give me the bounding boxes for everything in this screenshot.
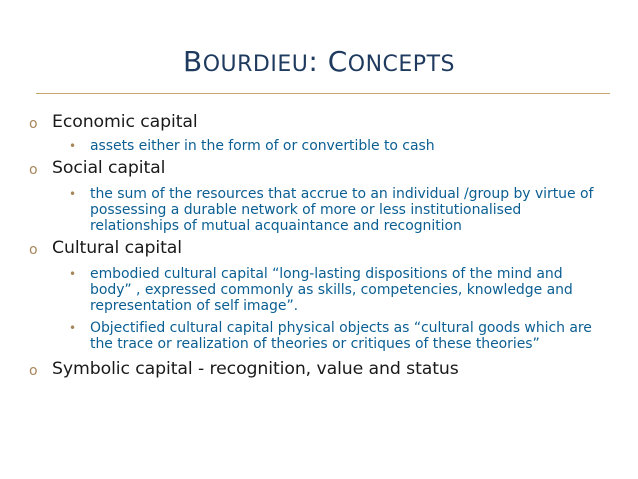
sub-bullet-text: embodied cultural capital “long-lasting dispositions of the mind and body” , expressed commonly as skills, competencies, knowledge and representation of self image”. bbox=[90, 266, 573, 314]
sub-bullet bbox=[10, 266, 628, 314]
title-word-oncepts: ONCEPTS bbox=[347, 52, 455, 77]
dot-bullet-icon: • bbox=[69, 267, 77, 281]
bullet-list bbox=[10, 111, 628, 381]
circle-bullet-icon: o bbox=[29, 363, 38, 379]
bullet-symbolic-capital bbox=[10, 358, 628, 381]
bullet-cultural-capital bbox=[10, 237, 628, 260]
sub-bullet bbox=[10, 138, 628, 154]
bullet-label: Social capital bbox=[52, 158, 166, 178]
title-initial-b: B bbox=[183, 45, 203, 78]
bullet-label: Economic capital bbox=[52, 112, 198, 132]
sub-bullet bbox=[10, 186, 628, 234]
title-initial-c: C bbox=[327, 45, 348, 78]
sub-bullet-text: the sum of the resources that accrue to an individual /group by virtue of possessing a durable network of more or less institutionalised relationships of mutual acquaintance and recognition bbox=[90, 186, 594, 234]
bullet-social-capital bbox=[10, 157, 628, 180]
bullet-label: Symbolic capital - recognition, value and status bbox=[52, 359, 459, 379]
sub-bullet-text: Objectified cultural capital physical objects as “cultural goods which are the trace or realization of theories or critiques of these theories” bbox=[90, 320, 592, 352]
dot-bullet-icon: • bbox=[69, 321, 77, 335]
slide-title bbox=[0, 45, 638, 78]
bullet-label: Cultural capital bbox=[52, 238, 182, 258]
bullet-economic-capital bbox=[10, 111, 628, 134]
title-colon: : bbox=[308, 45, 328, 78]
circle-bullet-icon: o bbox=[29, 162, 38, 178]
title-divider bbox=[36, 93, 610, 94]
sub-bullet bbox=[10, 320, 628, 352]
dot-bullet-icon: • bbox=[69, 187, 77, 201]
title-word-ourdieu: OURDIEU bbox=[202, 52, 309, 77]
circle-bullet-icon: o bbox=[29, 116, 38, 132]
sub-bullet-text: assets either in the form of or convertible to cash bbox=[90, 138, 435, 154]
circle-bullet-icon: o bbox=[29, 242, 38, 258]
dot-bullet-icon: • bbox=[69, 139, 77, 153]
